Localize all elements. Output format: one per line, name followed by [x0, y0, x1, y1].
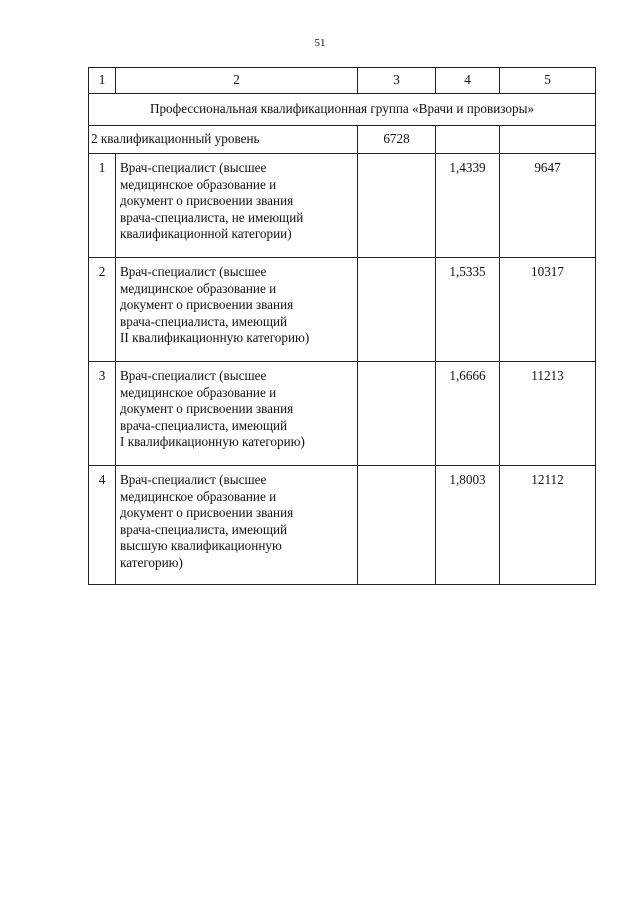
group-row: [89, 94, 596, 126]
position-description: [116, 258, 358, 362]
header-cell-3: 3: [358, 68, 436, 94]
coefficient: 1,5335: [436, 258, 500, 362]
description-line: документ о присвоении звания: [120, 401, 294, 416]
level-label: 2 квалификационный уровень: [89, 126, 358, 154]
table-row: [89, 154, 596, 258]
header-cell-1: 1: [89, 68, 116, 94]
description-line: медицинское образование и: [120, 280, 277, 296]
description-line: I квалификационную категорию): [120, 434, 305, 449]
position-description: [116, 362, 358, 466]
level-empty-cell: [436, 126, 500, 154]
row-number: 4: [89, 466, 116, 585]
page-number: 51: [314, 37, 326, 49]
table-row: [89, 258, 596, 362]
header-cell-5: 5: [500, 68, 596, 94]
table-row: [89, 362, 596, 466]
description-line: Врач-специалист (высшее: [120, 264, 267, 279]
row-number: 2: [89, 258, 116, 362]
description-line: Врач-специалист (высшее: [120, 160, 267, 175]
position-description: [116, 154, 358, 258]
description-line: Врач-специалист (высшее: [120, 472, 267, 487]
coefficient: 1,8003: [436, 466, 500, 585]
row-number: 3: [89, 362, 116, 466]
level-row: [89, 126, 596, 154]
base-salary-empty-cell: [358, 362, 436, 466]
description-line: квалификационной категории): [120, 226, 292, 241]
base-salary-empty-cell: [358, 154, 436, 258]
description-line: Врач-специалист (высшее: [120, 368, 267, 383]
table-row: [89, 466, 596, 585]
description-line: врача-специалиста, не имеющий: [120, 209, 304, 225]
salary: 9647: [500, 154, 596, 258]
description-line: документ о присвоении звания: [120, 505, 294, 520]
description-line: высшую квалификационную: [120, 538, 282, 553]
row-number: 1: [89, 154, 116, 258]
header-cell-2: 2: [116, 68, 358, 94]
description-line: врача-специалиста, имеющий: [120, 313, 288, 329]
header-cell-4: 4: [436, 68, 500, 94]
coefficient: 1,4339: [436, 154, 500, 258]
description-line: врача-специалиста, имеющий: [120, 417, 288, 433]
salary: 12112: [500, 466, 596, 585]
description-line: документ о присвоении звания: [120, 297, 294, 312]
group-title: Профессиональная квалификационная группа «Врачи и провизоры»: [89, 94, 596, 126]
description-line: медицинское образование и: [120, 176, 277, 192]
base-salary-empty-cell: [358, 258, 436, 362]
base-salary-empty-cell: [358, 466, 436, 585]
salary-table: [88, 67, 596, 585]
coefficient: 1,6666: [436, 362, 500, 466]
salary: 11213: [500, 362, 596, 466]
description-line: категорию): [120, 554, 183, 570]
salary: 10317: [500, 258, 596, 362]
description-line: медицинское образование и: [120, 384, 277, 400]
level-base-salary: 6728: [358, 126, 436, 154]
description-line: II квалификационную категорию): [120, 330, 310, 345]
description-line: врача-специалиста, имеющий: [120, 521, 288, 537]
position-description: [116, 466, 358, 585]
header-row: [89, 68, 596, 94]
description-line: медицинское образование и: [120, 488, 277, 504]
description-line: документ о присвоении звания: [120, 193, 294, 208]
table-rows: [89, 154, 596, 585]
level-empty-cell: [500, 126, 596, 154]
